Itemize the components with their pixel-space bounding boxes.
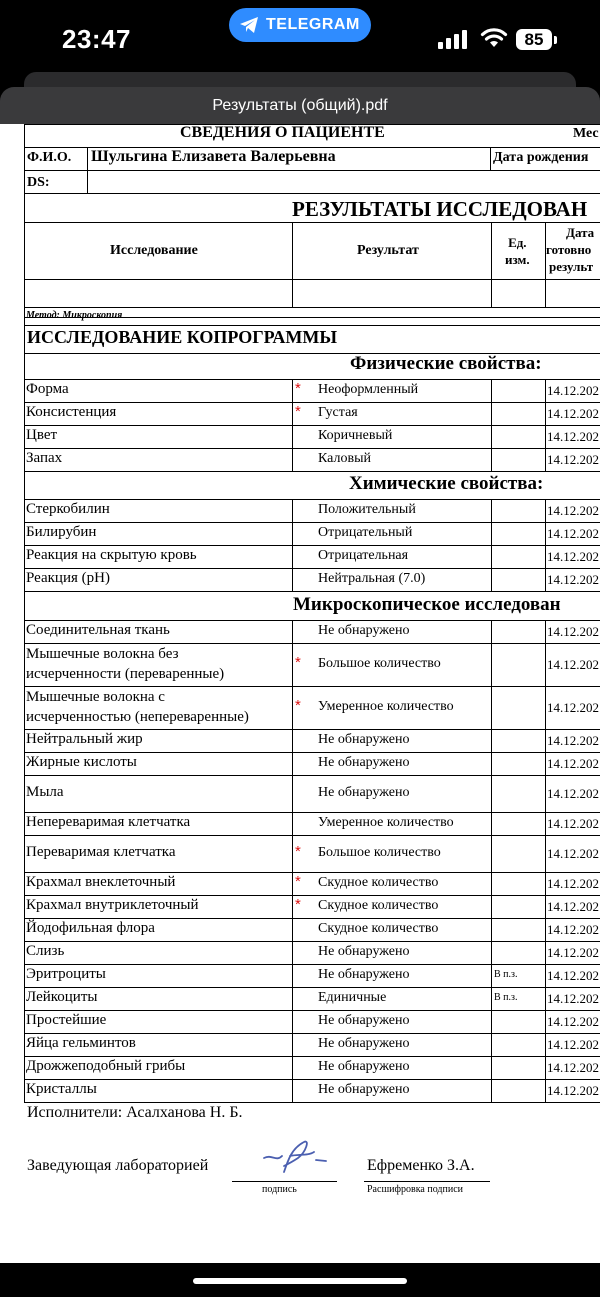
grid-vline [490,147,491,170]
row-result: Не обнаружено [318,754,410,770]
pdf-page[interactable] [0,124,600,1263]
grid-vline [292,499,293,591]
grid-hline [24,591,600,592]
section-title: ИССЛЕДОВАНИЕ КОПРОГРАММЫ [27,327,338,347]
row-result: Единичные [318,989,387,1005]
col-unit-line1: Ед. [508,235,527,250]
row-date: 14.12.202 [547,1013,599,1029]
row-study-name-line1: Мышечные волокна без [26,645,179,662]
row-study-name: Билирубин [26,523,97,540]
patient-name: Шульгина Елизавета Валерьевна [91,148,336,165]
grid-hline [24,1079,600,1080]
row-result: Нейтральная (7.0) [318,570,426,586]
row-study-name: Яйца гельминтов [26,1034,136,1051]
col-date-line3: результ [549,259,594,274]
head-label: Заведующая лабораторией [27,1157,209,1174]
row-result: Скудное количество [318,897,439,913]
dob-label: Дата рождения [493,150,589,165]
head-name: Ефременко З.А. [367,1157,475,1174]
cellular-signal-icon [438,29,468,49]
row-study-name-line2: исчерченностью (непереваренные) [26,708,249,725]
row-study-name: Соединительная ткань [26,621,170,638]
signature [254,1134,334,1180]
grid-hline [24,448,600,449]
battery-tip [554,36,557,44]
row-study-name [26,644,224,684]
row-result: Скудное количество [318,920,439,936]
grid-hline [24,325,600,326]
row-date: 14.12.202 [547,967,599,983]
grid-hline [24,1010,600,1011]
grid-hline [24,307,600,308]
row-date: 14.12.202 [547,755,599,771]
row-result: Не обнаружено [318,1012,410,1028]
row-result: Не обнаружено [318,1081,410,1097]
row-date: 14.12.202 [547,1036,599,1052]
row-date: 14.12.202 [547,548,599,564]
col-unit-line2: изм. [505,252,530,267]
row-flag: * [295,872,301,890]
row-study-name: Цвет [26,426,58,443]
patient-header: СВЕДЕНИЯ О ПАЦИЕНТЕ [180,124,385,141]
row-date: 14.12.202 [547,1059,599,1075]
row-result: Не обнаружено [318,966,410,982]
row-result: Не обнаружено [318,1035,410,1051]
grid-vline [491,222,492,307]
row-unit: В п.з. [494,991,518,1003]
row-date: 14.12.202 [547,525,599,541]
grid-vline [24,124,25,1102]
row-date: 14.12.202 [547,785,599,801]
document-title: Результаты (общий).pdf [212,97,388,114]
row-result: Густая [318,404,358,420]
grid-hline [24,835,600,836]
row-result: Не обнаружено [318,622,410,638]
row-study-name: Мыла [26,783,64,800]
row-date: 14.12.202 [547,1082,599,1098]
patient-header-right: Мес [573,126,599,141]
row-result: Не обнаружено [318,784,410,800]
col-date-line1: Дата [566,225,595,240]
grid-vline [491,620,492,1102]
row-study-name: Консистенция [26,403,117,420]
row-study-name: Реакция на скрытую кровь [26,546,197,563]
telegram-icon [239,16,259,34]
row-result: Положительный [318,501,416,517]
row-study-name: Крахмал внеклеточный [26,873,176,890]
col-study: Исследование [110,243,198,258]
row-study-name: Эритроциты [26,965,106,982]
group-chemical: Химические свойства: [349,473,544,494]
row-date: 14.12.202 [547,623,599,639]
row-result: Каловый [318,450,371,466]
grid-hline [24,193,600,194]
row-date: 14.12.202 [547,898,599,914]
row-study-name: Реакция (pH) [26,569,110,586]
grid-hline [24,222,600,223]
col-unit [505,234,530,268]
row-study-name-line2: исчерченности (переваренные) [26,665,225,682]
row-date: 14.12.202 [547,502,599,518]
grid-vline [292,222,293,307]
row-study-name: Лейкоциты [26,988,98,1005]
row-flag: * [295,696,301,714]
group-physical: Физические свойства: [350,353,542,374]
row-study-name: Переваримая клетчатка [26,843,176,860]
method-label: Метод: Микроскопия [26,310,123,321]
row-date: 14.12.202 [547,990,599,1006]
row-study-name-line1: Мышечные волокна с [26,688,165,705]
col-result: Результат [357,243,419,258]
telegram-return-pill[interactable] [229,8,371,42]
grid-hline [24,568,600,569]
performers: Исполнители: Асалханова Н. Б. [27,1104,243,1121]
row-date: 14.12.202 [547,405,599,421]
row-date: 14.12.202 [547,451,599,467]
row-result: Умеренное количество [318,814,454,830]
grid-vline [545,379,546,471]
results-title: РЕЗУЛЬТАТЫ ИССЛЕДОВАН [292,197,588,221]
row-result: Коричневый [318,427,393,443]
row-study-name [26,687,249,727]
grid-hline [24,775,600,776]
grid-hline [24,499,600,500]
row-study-name: Дрожжеподобный грибы [26,1057,186,1074]
row-result: Отрицательная [318,547,409,563]
row-study-name: Нейтральный жир [26,730,143,747]
grid-hline [24,471,600,472]
row-date: 14.12.202 [547,815,599,831]
row-date: 14.12.202 [547,732,599,748]
row-flag: * [295,895,301,913]
grid-hline [24,379,600,380]
grid-hline [24,1102,600,1103]
grid-vline [491,379,492,471]
grid-vline [292,379,293,471]
row-study-name: Простейшие [26,1011,107,1028]
row-study-name: Слизь [26,942,65,959]
grid-vline [292,620,293,1102]
row-date: 14.12.202 [547,845,599,861]
row-result: Не обнаружено [318,731,410,747]
row-unit: В п.з. [494,968,518,980]
grid-hline [24,170,600,171]
clock: 23:47 [62,24,131,54]
row-study-name: Крахмал внутриклеточный [26,896,199,913]
row-study-name: Запах [26,449,63,466]
name-line [364,1181,490,1182]
row-result: Не обнаружено [318,943,410,959]
grid-vline [545,620,546,1102]
col-date-line2: готовно [546,242,592,257]
signature-line [232,1181,337,1182]
row-study-name: Кристаллы [26,1080,97,1097]
row-date: 14.12.202 [547,944,599,960]
wifi-icon [480,27,508,49]
fio-label: Ф.И.О. [27,150,72,165]
signature-caption: подпись [262,1184,297,1195]
row-date: 14.12.202 [547,428,599,444]
row-study-name: Стеркобилин [26,500,110,517]
row-study-name: Жирные кислоты [26,753,137,770]
grid-hline [24,987,600,988]
ds-label: DS: [27,175,50,190]
row-result: Большое количество [318,844,441,860]
row-study-name: Форма [26,380,69,397]
row-result: Не обнаружено [318,1058,410,1074]
grid-hline [24,279,600,280]
row-flag: * [295,379,301,397]
row-result: Неоформленный [318,381,419,397]
row-date: 14.12.202 [547,875,599,891]
row-study-name: Непереваримая клетчатка [26,813,191,830]
row-date: 14.12.202 [547,921,599,937]
grid-hline [24,425,600,426]
battery-icon: 85 [516,29,552,50]
row-date: 14.12.202 [547,382,599,398]
grid-vline [545,499,546,591]
col-date [546,224,594,275]
grid-vline [87,147,88,193]
row-date: 14.12.202 [547,656,599,672]
row-flag: * [295,402,301,420]
row-date: 14.12.202 [547,571,599,587]
row-flag: * [295,653,301,671]
home-indicator[interactable] [193,1278,407,1284]
grid-hline [24,964,600,965]
group-micro: Микроскопическое исследован [293,594,561,615]
row-study-name: Йодофильная флора [26,919,155,936]
name-caption: Расшифровка подписи [367,1184,463,1195]
row-result: Большое количество [318,655,441,671]
grid-vline [491,499,492,591]
grid-hline [24,522,600,523]
row-result: Умеренное количество [318,698,454,714]
row-result: Скудное количество [318,874,439,890]
grid-hline [24,941,600,942]
row-flag: * [295,842,301,860]
telegram-label: TELEGRAM [266,16,360,33]
document-title-bar[interactable] [0,87,600,124]
page-margin [0,124,24,1263]
row-date: 14.12.202 [547,699,599,715]
row-result: Отрицательный [318,524,413,540]
